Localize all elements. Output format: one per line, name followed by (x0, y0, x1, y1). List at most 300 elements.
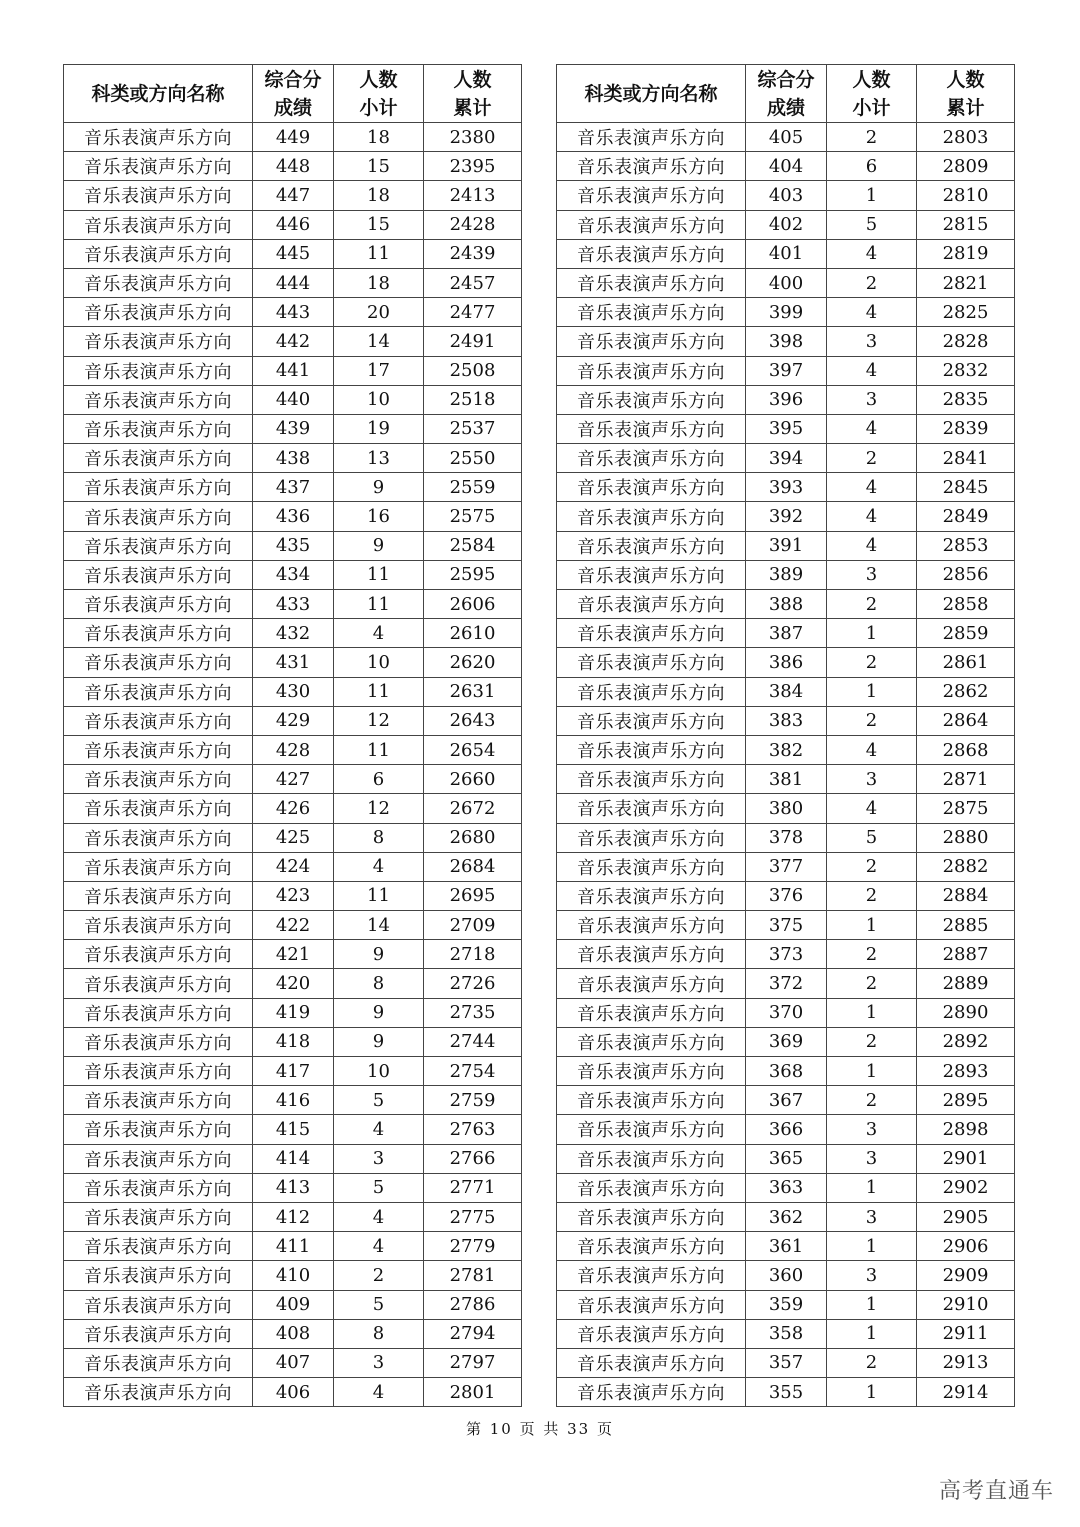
cell-count: 2 (827, 648, 917, 677)
cell-count: 11 (334, 735, 424, 764)
cell-score: 436 (253, 502, 334, 531)
cell-name: 音乐表演声乐方向 (557, 1027, 746, 1056)
cell-count: 2 (827, 1086, 917, 1115)
table-row (64, 590, 522, 619)
table-row (557, 1173, 1015, 1202)
cell-count: 4 (827, 531, 917, 560)
cell-score: 359 (746, 1290, 827, 1319)
table-row (557, 590, 1015, 619)
cell-count: 1 (827, 677, 917, 706)
cell-count: 8 (334, 823, 424, 852)
cell-score: 437 (253, 473, 334, 502)
cell-count: 3 (827, 1115, 917, 1144)
cell-name: 音乐表演声乐方向 (64, 1290, 253, 1319)
cell-name: 音乐表演声乐方向 (557, 414, 746, 443)
cell-name: 音乐表演声乐方向 (557, 969, 746, 998)
cell-score: 409 (253, 1290, 334, 1319)
cell-cumulative: 2849 (917, 502, 1015, 531)
table-row (557, 1027, 1015, 1056)
cell-name: 音乐表演声乐方向 (64, 1202, 253, 1231)
table-row (557, 998, 1015, 1027)
table-row (557, 1086, 1015, 1115)
cell-cumulative: 2584 (424, 531, 522, 560)
cell-count: 2 (334, 1261, 424, 1290)
cell-score: 368 (746, 1057, 827, 1086)
cell-score: 449 (253, 123, 334, 152)
cell-count: 4 (334, 1115, 424, 1144)
cell-score: 447 (253, 181, 334, 210)
cell-count: 3 (334, 1144, 424, 1173)
cell-count: 14 (334, 327, 424, 356)
table-body-left (64, 123, 522, 1407)
table-row (64, 298, 522, 327)
cell-score: 398 (746, 327, 827, 356)
cell-name: 音乐表演声乐方向 (557, 590, 746, 619)
cell-score: 407 (253, 1348, 334, 1377)
cell-name: 音乐表演声乐方向 (64, 1115, 253, 1144)
cell-count: 8 (334, 969, 424, 998)
cell-cumulative: 2695 (424, 881, 522, 910)
cell-name: 音乐表演声乐方向 (557, 210, 746, 239)
cell-cumulative: 2595 (424, 560, 522, 589)
cell-cumulative: 2902 (917, 1173, 1015, 1202)
table-row (64, 940, 522, 969)
cell-score: 397 (746, 356, 827, 385)
cell-count: 1 (827, 619, 917, 648)
header-name: 科类或方向名称 (64, 65, 253, 123)
table-header-row (557, 65, 1015, 123)
cell-name: 音乐表演声乐方向 (64, 969, 253, 998)
cell-score: 428 (253, 735, 334, 764)
cell-count: 11 (334, 881, 424, 910)
cell-score: 411 (253, 1232, 334, 1261)
cell-cumulative: 2871 (917, 765, 1015, 794)
table-row (557, 473, 1015, 502)
cell-score: 376 (746, 881, 827, 910)
cell-name: 音乐表演声乐方向 (64, 181, 253, 210)
cell-count: 4 (827, 239, 917, 268)
table-row (557, 648, 1015, 677)
cell-cumulative: 2901 (917, 1144, 1015, 1173)
cell-score: 415 (253, 1115, 334, 1144)
cell-score: 370 (746, 998, 827, 1027)
table-row (64, 1232, 522, 1261)
cell-cumulative: 2892 (917, 1027, 1015, 1056)
cell-name: 音乐表演声乐方向 (557, 765, 746, 794)
table-row (64, 1057, 522, 1086)
cell-count: 11 (334, 590, 424, 619)
cell-score: 372 (746, 969, 827, 998)
table-row (64, 1027, 522, 1056)
cell-name: 音乐表演声乐方向 (64, 356, 253, 385)
cell-cumulative: 2508 (424, 356, 522, 385)
cell-name: 音乐表演声乐方向 (64, 735, 253, 764)
cell-cumulative: 2794 (424, 1319, 522, 1348)
cell-name: 音乐表演声乐方向 (64, 298, 253, 327)
cell-cumulative: 2906 (917, 1232, 1015, 1261)
cell-count: 10 (334, 648, 424, 677)
cell-cumulative: 2610 (424, 619, 522, 648)
cell-count: 2 (827, 940, 917, 969)
cell-name: 音乐表演声乐方向 (64, 765, 253, 794)
cell-count: 17 (334, 356, 424, 385)
table-row (64, 1144, 522, 1173)
cell-name: 音乐表演声乐方向 (64, 1027, 253, 1056)
cell-cumulative: 2882 (917, 852, 1015, 881)
cell-name: 音乐表演声乐方向 (557, 560, 746, 589)
cell-cumulative: 2775 (424, 1202, 522, 1231)
cell-cumulative: 2766 (424, 1144, 522, 1173)
cell-cumulative: 2395 (424, 152, 522, 181)
header-score: 综合分 成绩 (746, 65, 827, 123)
table-row (557, 152, 1015, 181)
table-row (64, 765, 522, 794)
cell-count: 15 (334, 152, 424, 181)
cell-score: 424 (253, 852, 334, 881)
cell-name: 音乐表演声乐方向 (64, 1348, 253, 1377)
table-row (64, 1086, 522, 1115)
cell-cumulative: 2457 (424, 268, 522, 297)
table-row (557, 1144, 1015, 1173)
cell-count: 1 (827, 1319, 917, 1348)
cell-score: 384 (746, 677, 827, 706)
cell-count: 5 (334, 1290, 424, 1319)
cell-score: 393 (746, 473, 827, 502)
cell-score: 365 (746, 1144, 827, 1173)
cell-score: 392 (746, 502, 827, 531)
page-number: 第 10 页 共 33 页 (465, 1420, 614, 1438)
cell-count: 13 (334, 444, 424, 473)
cell-score: 400 (746, 268, 827, 297)
cell-score: 358 (746, 1319, 827, 1348)
cell-cumulative: 2754 (424, 1057, 522, 1086)
cell-cumulative: 2859 (917, 619, 1015, 648)
cell-count: 5 (827, 210, 917, 239)
cell-cumulative: 2856 (917, 560, 1015, 589)
table-row (557, 911, 1015, 940)
cell-cumulative: 2853 (917, 531, 1015, 560)
cell-cumulative: 2718 (424, 940, 522, 969)
table-row (64, 998, 522, 1027)
cell-score: 429 (253, 706, 334, 735)
cell-name: 音乐表演声乐方向 (557, 327, 746, 356)
cell-score: 394 (746, 444, 827, 473)
cell-name: 音乐表演声乐方向 (557, 473, 746, 502)
cell-count: 2 (827, 268, 917, 297)
cell-name: 音乐表演声乐方向 (557, 911, 746, 940)
cell-count: 3 (827, 560, 917, 589)
cell-name: 音乐表演声乐方向 (64, 1261, 253, 1290)
cell-cumulative: 2905 (917, 1202, 1015, 1231)
cell-cumulative: 2380 (424, 123, 522, 152)
cell-name: 音乐表演声乐方向 (64, 1144, 253, 1173)
cell-score: 438 (253, 444, 334, 473)
table-row (557, 735, 1015, 764)
cell-count: 2 (827, 444, 917, 473)
cell-score: 387 (746, 619, 827, 648)
cell-cumulative: 2477 (424, 298, 522, 327)
cell-count: 15 (334, 210, 424, 239)
cell-cumulative: 2835 (917, 385, 1015, 414)
cell-cumulative: 2575 (424, 502, 522, 531)
table-row (64, 735, 522, 764)
cell-name: 音乐表演声乐方向 (64, 1232, 253, 1261)
cell-count: 9 (334, 531, 424, 560)
cell-score: 427 (253, 765, 334, 794)
cell-name: 音乐表演声乐方向 (557, 794, 746, 823)
cell-cumulative: 2643 (424, 706, 522, 735)
table-row (557, 881, 1015, 910)
cell-name: 音乐表演声乐方向 (64, 648, 253, 677)
header-score: 综合分 成绩 (253, 65, 334, 123)
table-row (557, 531, 1015, 560)
cell-cumulative: 2880 (917, 823, 1015, 852)
cell-cumulative: 2821 (917, 268, 1015, 297)
cell-cumulative: 2660 (424, 765, 522, 794)
cell-cumulative: 2779 (424, 1232, 522, 1261)
cell-score: 439 (253, 414, 334, 443)
cell-count: 1 (827, 998, 917, 1027)
cell-count: 4 (334, 619, 424, 648)
cell-count: 1 (827, 1232, 917, 1261)
cell-score: 395 (746, 414, 827, 443)
cell-name: 音乐表演声乐方向 (557, 1173, 746, 1202)
cell-cumulative: 2735 (424, 998, 522, 1027)
cell-cumulative: 2841 (917, 444, 1015, 473)
cell-cumulative: 2819 (917, 239, 1015, 268)
cell-count: 2 (827, 590, 917, 619)
cell-cumulative: 2862 (917, 677, 1015, 706)
table-row (64, 1173, 522, 1202)
table-row (557, 444, 1015, 473)
cell-name: 音乐表演声乐方向 (64, 385, 253, 414)
cell-name: 音乐表演声乐方向 (64, 268, 253, 297)
cell-score: 440 (253, 385, 334, 414)
cell-count: 5 (827, 823, 917, 852)
cell-cumulative: 2759 (424, 1086, 522, 1115)
cell-score: 433 (253, 590, 334, 619)
table-row (557, 823, 1015, 852)
cell-score: 369 (746, 1027, 827, 1056)
cell-score: 444 (253, 268, 334, 297)
cell-count: 12 (334, 706, 424, 735)
table-row (557, 1202, 1015, 1231)
cell-count: 2 (827, 852, 917, 881)
table-row (64, 531, 522, 560)
cell-score: 418 (253, 1027, 334, 1056)
cell-name: 音乐表演声乐方向 (557, 1144, 746, 1173)
cell-count: 3 (827, 327, 917, 356)
cell-score: 383 (746, 706, 827, 735)
cell-score: 389 (746, 560, 827, 589)
cell-score: 403 (746, 181, 827, 210)
table-row (557, 560, 1015, 589)
cell-cumulative: 2890 (917, 998, 1015, 1027)
cell-name: 音乐表演声乐方向 (64, 619, 253, 648)
cell-cumulative: 2910 (917, 1290, 1015, 1319)
cell-name: 音乐表演声乐方向 (557, 356, 746, 385)
cell-count: 4 (827, 414, 917, 443)
cell-count: 3 (334, 1348, 424, 1377)
cell-score: 362 (746, 1202, 827, 1231)
cell-count: 2 (827, 881, 917, 910)
table-row (64, 794, 522, 823)
cell-name: 音乐表演声乐方向 (557, 735, 746, 764)
cell-count: 18 (334, 181, 424, 210)
cell-cumulative: 2861 (917, 648, 1015, 677)
cell-score: 408 (253, 1319, 334, 1348)
cell-cumulative: 2858 (917, 590, 1015, 619)
cell-cumulative: 2709 (424, 911, 522, 940)
table-row (557, 969, 1015, 998)
cell-cumulative: 2895 (917, 1086, 1015, 1115)
table-row (64, 619, 522, 648)
cell-count: 9 (334, 473, 424, 502)
cell-score: 391 (746, 531, 827, 560)
cell-count: 9 (334, 940, 424, 969)
cell-count: 8 (334, 1319, 424, 1348)
cell-name: 音乐表演声乐方向 (557, 940, 746, 969)
cell-score: 401 (746, 239, 827, 268)
table-row (557, 239, 1015, 268)
cell-name: 音乐表演声乐方向 (64, 852, 253, 881)
table-row (557, 1115, 1015, 1144)
cell-cumulative: 2763 (424, 1115, 522, 1144)
cell-score: 426 (253, 794, 334, 823)
table-row (557, 794, 1015, 823)
cell-name: 音乐表演声乐方向 (557, 648, 746, 677)
cell-count: 3 (827, 385, 917, 414)
cell-cumulative: 2781 (424, 1261, 522, 1290)
table-row (557, 327, 1015, 356)
table-row (557, 940, 1015, 969)
cell-count: 3 (827, 1261, 917, 1290)
cell-count: 1 (827, 1057, 917, 1086)
cell-score: 378 (746, 823, 827, 852)
cell-score: 412 (253, 1202, 334, 1231)
cell-name: 音乐表演声乐方向 (64, 590, 253, 619)
table-row (557, 1378, 1015, 1407)
table-row (64, 852, 522, 881)
cell-name: 音乐表演声乐方向 (64, 911, 253, 940)
table-row (64, 706, 522, 735)
table-row (64, 181, 522, 210)
cell-name: 音乐表演声乐方向 (557, 706, 746, 735)
cell-cumulative: 2828 (917, 327, 1015, 356)
header-cumulative: 人数 累计 (917, 65, 1015, 123)
cell-name: 音乐表演声乐方向 (557, 998, 746, 1027)
table-row (557, 1057, 1015, 1086)
cell-name: 音乐表演声乐方向 (557, 1232, 746, 1261)
cell-name: 音乐表演声乐方向 (64, 881, 253, 910)
cell-name: 音乐表演声乐方向 (557, 1261, 746, 1290)
cell-name: 音乐表演声乐方向 (64, 1319, 253, 1348)
cell-cumulative: 2825 (917, 298, 1015, 327)
cell-score: 448 (253, 152, 334, 181)
cell-cumulative: 2797 (424, 1348, 522, 1377)
table-row (64, 356, 522, 385)
table-row (64, 1378, 522, 1407)
cell-cumulative: 2518 (424, 385, 522, 414)
cell-count: 6 (827, 152, 917, 181)
cell-count: 5 (334, 1173, 424, 1202)
table-body-right (557, 123, 1015, 1407)
cell-name: 音乐表演声乐方向 (64, 239, 253, 268)
table-row (557, 385, 1015, 414)
cell-cumulative: 2887 (917, 940, 1015, 969)
cell-count: 12 (334, 794, 424, 823)
cell-score: 431 (253, 648, 334, 677)
table-row (557, 502, 1015, 531)
cell-count: 9 (334, 1027, 424, 1056)
cell-score: 434 (253, 560, 334, 589)
cell-score: 446 (253, 210, 334, 239)
cell-name: 音乐表演声乐方向 (557, 181, 746, 210)
cell-name: 音乐表演声乐方向 (557, 239, 746, 268)
score-table-left (63, 64, 522, 1407)
cell-count: 4 (827, 502, 917, 531)
cell-score: 404 (746, 152, 827, 181)
table-row (64, 210, 522, 239)
table-row (557, 1232, 1015, 1261)
table-row (557, 123, 1015, 152)
cell-score: 402 (746, 210, 827, 239)
cell-cumulative: 2439 (424, 239, 522, 268)
cell-score: 367 (746, 1086, 827, 1115)
cell-cumulative: 2809 (917, 152, 1015, 181)
cell-name: 音乐表演声乐方向 (557, 677, 746, 706)
cell-score: 361 (746, 1232, 827, 1261)
cell-cumulative: 2913 (917, 1348, 1015, 1377)
table-row (64, 268, 522, 297)
cell-cumulative: 2845 (917, 473, 1015, 502)
cell-name: 音乐表演声乐方向 (64, 998, 253, 1027)
cell-name: 音乐表演声乐方向 (557, 268, 746, 297)
cell-score: 414 (253, 1144, 334, 1173)
cell-name: 音乐表演声乐方向 (64, 531, 253, 560)
cell-score: 413 (253, 1173, 334, 1202)
cell-cumulative: 2672 (424, 794, 522, 823)
cell-cumulative: 2726 (424, 969, 522, 998)
cell-name: 音乐表演声乐方向 (557, 444, 746, 473)
cell-count: 4 (827, 473, 917, 502)
cell-count: 2 (827, 1027, 917, 1056)
cell-score: 417 (253, 1057, 334, 1086)
cell-count: 4 (827, 356, 917, 385)
cell-cumulative: 2413 (424, 181, 522, 210)
cell-name: 音乐表演声乐方向 (557, 1057, 746, 1086)
cell-count: 11 (334, 677, 424, 706)
cell-count: 20 (334, 298, 424, 327)
cell-cumulative: 2914 (917, 1378, 1015, 1407)
cell-score: 420 (253, 969, 334, 998)
cell-cumulative: 2428 (424, 210, 522, 239)
cell-count: 10 (334, 385, 424, 414)
cell-cumulative: 2864 (917, 706, 1015, 735)
table-row (557, 298, 1015, 327)
cell-cumulative: 2885 (917, 911, 1015, 940)
cell-name: 音乐表演声乐方向 (557, 881, 746, 910)
header-count: 人数 小计 (334, 65, 424, 123)
cell-cumulative: 2810 (917, 181, 1015, 210)
cell-cumulative: 2786 (424, 1290, 522, 1319)
cell-name: 音乐表演声乐方向 (557, 1202, 746, 1231)
cell-cumulative: 2559 (424, 473, 522, 502)
cell-count: 14 (334, 911, 424, 940)
cell-count: 1 (827, 1173, 917, 1202)
cell-name: 音乐表演声乐方向 (64, 152, 253, 181)
cell-cumulative: 2680 (424, 823, 522, 852)
